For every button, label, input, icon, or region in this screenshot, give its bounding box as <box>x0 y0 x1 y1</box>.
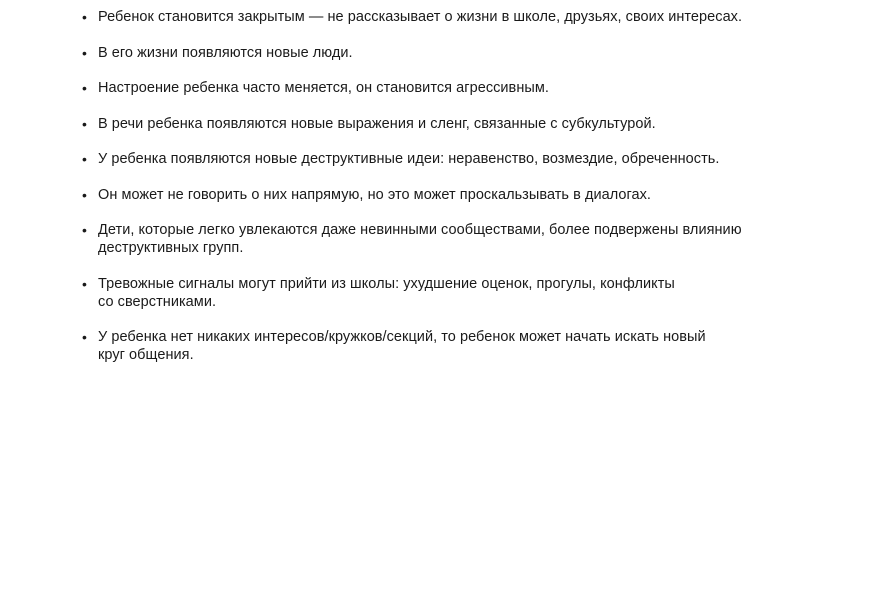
bullet-icon: • <box>82 80 87 96</box>
list-item-text: Ребенок становится закрытым — не рассказывает о жизни в школе, друзьях, своих интересах. <box>98 9 743 25</box>
bullet-icon: • <box>82 222 87 238</box>
list-item <box>82 275 802 311</box>
list-item-text: Тревожные сигналы могут прийти из школы: ухудшение оценок, прогулы, конфликты со сверстниками. <box>98 275 675 310</box>
list-item <box>82 150 802 168</box>
bullet-icon: • <box>82 115 87 132</box>
list-item-text: В его жизни появляются новые люди. <box>98 44 353 61</box>
list-item <box>82 186 802 204</box>
list-item-text: У ребенка нет никаких интересов/кружков/секций, то ребенок может начать искать новый круг общения. <box>98 329 706 363</box>
list-item <box>82 115 802 133</box>
bullet-icon: • <box>82 275 87 292</box>
list-item <box>82 221 802 257</box>
list-item-text: Дети, которые легко увлекаются даже невинными сообществами, более подвержены влиянию деструктивных групп. <box>98 222 742 256</box>
list-item <box>82 79 802 97</box>
bullet-icon: • <box>82 151 87 167</box>
warning-signs-list <box>82 8 802 382</box>
list-item <box>82 8 802 26</box>
bullet-icon: • <box>82 9 87 25</box>
list-item-text: Он может не говорить о них напрямую, но это может проскальзывать в диалогах. <box>98 186 652 203</box>
list-item <box>82 328 802 364</box>
bullet-icon: • <box>82 329 87 345</box>
list-item-text: У ребенка появляются новые деструктивные идеи: неравенство, возмездие, обреченность. <box>98 151 720 167</box>
bullet-icon: • <box>82 44 87 61</box>
bullet-icon: • <box>82 186 87 203</box>
list-item <box>82 44 802 62</box>
list-item-text: В речи ребенка появляются новые выражения и сленг, связанные с субкультурой. <box>98 115 656 132</box>
list-item-text: Настроение ребенка часто меняется, он становится агрессивным. <box>98 80 549 96</box>
